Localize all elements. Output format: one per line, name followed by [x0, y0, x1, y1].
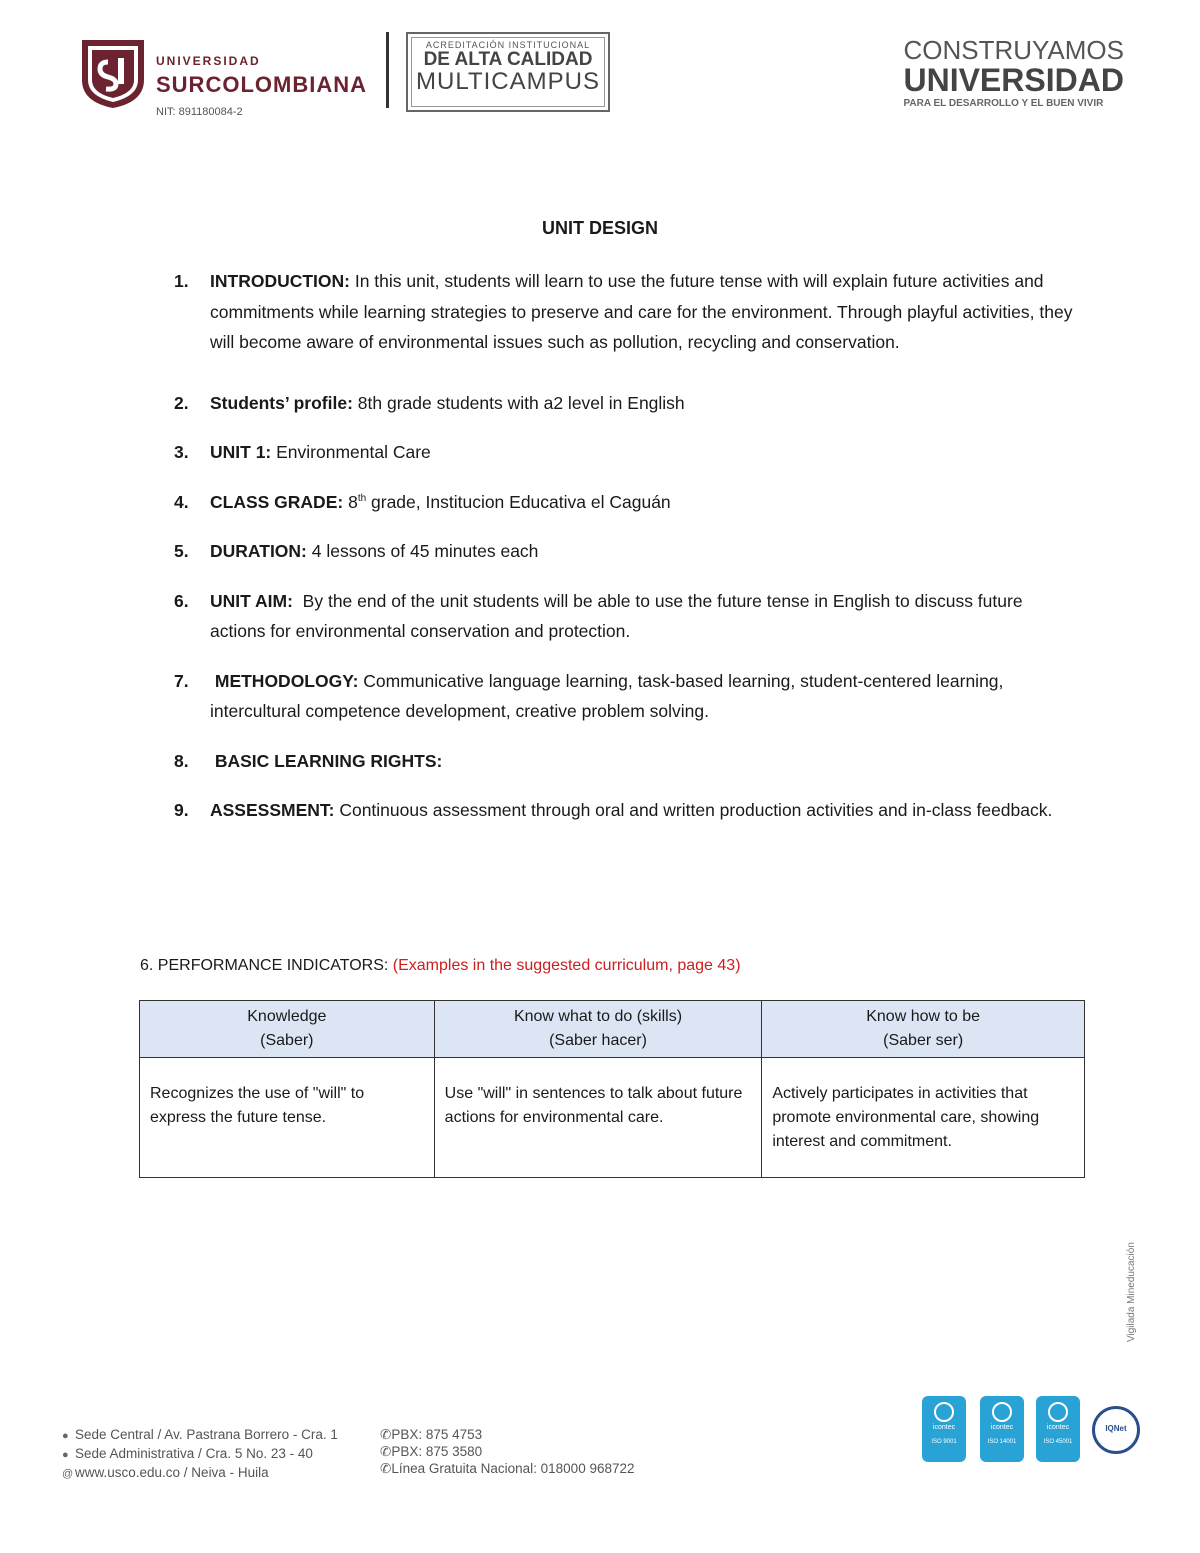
slogan-line2: UNIVERSIDAD: [903, 62, 1124, 98]
icontec-badge: icontec ISO 14001: [980, 1396, 1024, 1462]
icontec-ring-icon: [992, 1402, 1012, 1422]
accreditation-line2: DE ALTA CALIDAD: [423, 49, 593, 70]
location-pin-icon: ●: [62, 1430, 69, 1442]
item-text: In this unit, students will learn to use the future tense with will explain future activities and commitments while learning strategies to preserve and care for the environment. Through playful activities, they will become aware of environmental issues such as pollution, recycling and conservation.: [210, 271, 1073, 352]
footer-phones: [380, 1426, 635, 1477]
document-title: UNIT DESIGN: [541, 218, 658, 238]
accreditation-badge: [406, 32, 610, 112]
website-link[interactable]: www.usco.edu.co / Neiva - Huila: [75, 1465, 269, 1480]
footer-row: ✆PBX: 875 3580: [380, 1444, 483, 1459]
icontec-ring-icon: [934, 1402, 954, 1422]
table-cell: Actively participates in activities that promote environmental care, showing interest and commitment.: [762, 1058, 1085, 1178]
item-text: Environmental Care: [271, 442, 431, 462]
table-row: [140, 1058, 1085, 1178]
icontec-ring-icon: [1048, 1402, 1068, 1422]
page-header: [0, 30, 1200, 130]
column-header-knowledge: Knowledge (Saber): [140, 1001, 435, 1058]
vigilada-side-note: Vigilada Mineducación: [1126, 1242, 1137, 1342]
column-header-skills: Know what to do (skills) (Saber hacer): [434, 1001, 762, 1058]
item-label: ASSESSMENT:: [210, 800, 335, 820]
performance-note: (Examples in the suggested curriculum, page 43): [392, 957, 741, 974]
performance-heading: 6. PERFORMANCE INDICATORS: (Examples in the suggested curriculum, page 43): [140, 957, 741, 974]
phone-icon: ✆: [380, 1461, 392, 1476]
item-text: 4 lessons of 45 minutes each: [306, 541, 539, 561]
usco-wordmark: [156, 54, 367, 118]
unit-design-list: [174, 266, 1074, 826]
location-pin-icon: ●: [62, 1449, 69, 1461]
footer-row: ● Sede Administrativa / Cra. 5 No. 23 - 40: [62, 1445, 338, 1464]
list-item: 4. CLASS GRADE: 8th grade, Institucion Educativa el Caguán: [174, 491, 671, 512]
list-item: 5. DURATION: 4 lessons of 45 minutes each: [174, 541, 539, 561]
item-label: UNIT 1:: [210, 442, 272, 462]
certification-badges: [922, 1396, 1142, 1476]
footer-row: ✆PBX: 875 4753: [380, 1427, 483, 1442]
item-text: Continuous assessment through oral and written production activities and in-class feedback.: [334, 800, 1053, 820]
table-header-row: [140, 1001, 1085, 1058]
item-text: Communicative language learning, task-based learning, student-centered learning, intercultural competence development, creative problem solving.: [210, 670, 1004, 721]
list-item: 9. ASSESSMENT: Continuous assessment through oral and written production activities and in-class feedback.: [174, 800, 1053, 820]
list-item: 1. INTRODUCTION: In this unit, students will learn to use the future tense with will explain future activities and commitments while learning strategies to preserve and care for the environment. Through playful activities, they will become aware of environmental issues such as pollution, recycling and conservation.: [174, 271, 1073, 352]
accreditation-line3: MULTICAMPUS: [416, 68, 600, 95]
usco-small-label: UNIVERSIDAD: [156, 54, 261, 68]
slogan-logo: [903, 36, 1124, 109]
list-item: 7. METHODOLOGY: Communicative language learning, task-based learning, student-centered learning, intercultural competence development, creative problem solving.: [174, 670, 1004, 721]
usco-shield-logo: [78, 36, 148, 110]
list-item: 2. Students’ profile: 8th grade students with a2 level in English: [174, 392, 685, 413]
globe-icon: @: [62, 1468, 74, 1480]
list-item: 6. UNIT AIM: By the end of the unit students will be able to use the future tense in English to discuss future actions for environmental conservation and protection.: [174, 590, 1028, 641]
slogan-line1: CONSTRUYAMOS: [903, 35, 1124, 65]
footer-row: ✆Línea Gratuita Nacional: 018000 968722: [380, 1461, 635, 1476]
table-cell: Recognizes the use of "will" to express the future tense.: [140, 1058, 435, 1178]
footer-row: [62, 1464, 338, 1483]
item-label: DURATION:: [210, 541, 307, 561]
table-cell: Use "will" in sentences to talk about future actions for environmental care.: [434, 1058, 762, 1178]
list-item: 8. BASIC LEARNING RIGHTS:: [174, 750, 443, 771]
phone-icon: ✆: [380, 1427, 392, 1442]
item-label: UNIT AIM:: [210, 590, 293, 611]
usco-nit: NIT: 891180084-2: [156, 106, 243, 118]
icontec-badge: icontec ISO 9001: [922, 1396, 966, 1462]
item-label: BASIC LEARNING RIGHTS:: [210, 750, 443, 771]
usco-name: SURCOLOMBIANA: [156, 72, 367, 97]
column-header-being: Know how to be (Saber ser): [762, 1001, 1085, 1058]
icontec-badge: icontec ISO 45001: [1036, 1396, 1080, 1462]
item-label: INTRODUCTION:: [210, 271, 350, 291]
item-label: Students’ profile:: [210, 392, 353, 413]
header-divider: [386, 32, 389, 108]
list-item: 3. UNIT 1: Environmental Care: [174, 442, 431, 462]
iqnet-badge: IQNet: [1092, 1406, 1140, 1454]
performance-table: [139, 1000, 1085, 1178]
phone-icon: ✆: [380, 1444, 392, 1459]
item-label: METHODOLOGY:: [210, 670, 359, 691]
slogan-line3: PARA EL DESARROLLO Y EL BUEN VIVIR: [903, 98, 1104, 109]
footer-addresses: [62, 1426, 338, 1483]
footer-row: ● Sede Central / Av. Pastrana Borrero - Cra. 1: [62, 1426, 338, 1445]
accreditation-line1: ACREDITACIÓN INSTITUCIONAL: [425, 40, 591, 50]
item-text: 8th grade students with a2 level in English: [352, 392, 685, 413]
item-text: By the end of the unit students will be able to use the future tense in English to discuss future actions for environmental conservation and protection.: [210, 590, 1028, 641]
item-label: CLASS GRADE:: [210, 491, 344, 512]
